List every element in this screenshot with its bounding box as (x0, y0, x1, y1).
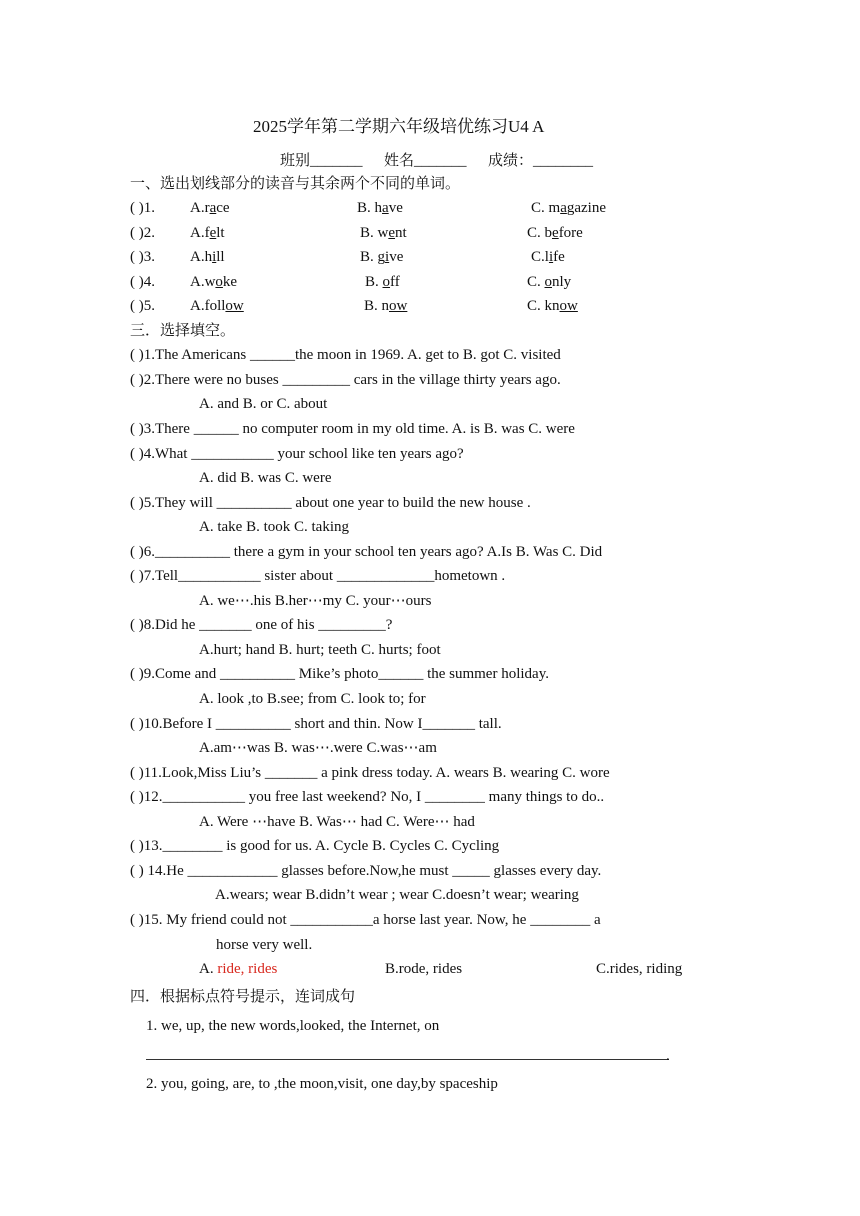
s3-line-continued: horse very well. (216, 937, 313, 953)
score-field: 成绩：________ (488, 153, 594, 169)
s1-q4-option-b: B. off (365, 274, 400, 290)
s3-line: ( )3.There ______ no computer room in my old time. A. is B. was C. were (130, 421, 575, 437)
s1-q5-option-c: C. know (527, 298, 578, 314)
s3-line: ( )15. My friend could not ___________a horse last year. Now, he ________ a (130, 912, 601, 928)
s1-q1-option-a: A.race (190, 200, 230, 216)
s1-q1-option-c: C. magazine (531, 200, 606, 216)
s3-options: A.hurt; hand B. hurt; teeth C. hurts; foot (199, 642, 441, 658)
answer-line-end: . (666, 1048, 670, 1064)
class-field: 班别_______ (280, 153, 363, 169)
s1-q3-option-a: A.hill (190, 249, 225, 265)
s1-q2-option-c: C. before (527, 225, 583, 241)
s3-line: ( )2.There were no buses _________ cars in the village thirty years ago. (130, 372, 561, 388)
s3-options: A. take B. took C. taking (199, 519, 349, 535)
s1-q5-number: ( )5. (130, 298, 155, 314)
s1-q5-option-a: A.follow (190, 298, 244, 314)
s3-line: ( )8.Did he _______ one of his _________? (130, 617, 393, 633)
s3-q15-option-c: C.rides, riding (596, 961, 683, 977)
s3-q15-option-a: A. ride, rides (199, 961, 278, 977)
section4-heading: 四．根据标点符号提示，连词成句 (130, 989, 356, 1005)
s4-q2: 2. you, going, are, to ,the moon,visit, one day,by spaceship (146, 1076, 498, 1092)
s3-line: ( )9.Come and __________ Mike’s photo______ the summer holiday. (130, 666, 549, 682)
s3-line: ( ) 14.He ____________ glasses before.Now,he must _____ glasses every day. (130, 863, 602, 879)
s3-options: A. and B. or C. about (199, 396, 328, 412)
s1-q4-option-a: A.woke (190, 274, 238, 290)
s3-line: ( )12.___________ you free last weekend? No, I ________ many things to do.. (130, 789, 605, 805)
answer-line (146, 1059, 669, 1060)
s3-options: A.am⋯was B. was⋯.were C.was⋯am (199, 740, 437, 756)
s3-line: ( )1.The Americans ______the moon in 1969. A. get to B. got C. visited (130, 347, 561, 363)
s3-options: A. look ,to B.see; from C. look to; for (199, 691, 426, 707)
section1-heading: 一、选出划线部分的读音与其余两个不同的单词。 (130, 176, 461, 192)
s4-q1: 1. we, up, the new words,looked, the Internet, on (146, 1018, 440, 1034)
s1-q2-option-b: B. went (360, 225, 407, 241)
s3-line: ( )7.Tell___________ sister about _____________hometown . (130, 568, 506, 584)
s3-line: ( )5.They will __________ about one year to build the new house . (130, 495, 531, 511)
s1-q2-option-a: A.felt (190, 225, 225, 241)
s1-q4-number: ( )4. (130, 274, 155, 290)
s3-options: A. Were ⋯have B. Was⋯ had C. Were⋯ had (199, 814, 475, 830)
s1-q3-option-b: B. give (360, 249, 404, 265)
page-title: 2025学年第二学期六年级培优练习U4 A (253, 117, 545, 136)
s1-q1-number: ( )1. (130, 200, 155, 216)
s3-line: ( )4.What ___________ your school like ten years ago? (130, 446, 464, 462)
s3-line: ( )10.Before I __________ short and thin. Now I_______ tall. (130, 716, 502, 732)
answer-text: ride, rides (217, 961, 278, 977)
s3-q15-option-b: B.rode, rides (385, 961, 463, 977)
s3-line: ( )11.Look,Miss Liu’s _______ a pink dress today. A. wears B. wearing C. wore (130, 765, 610, 781)
s1-q1-option-b: B. have (357, 200, 403, 216)
section3-heading: 三．选择填空。 (130, 323, 236, 339)
name-field: 姓名_______ (384, 153, 467, 169)
s3-options: A.wears; wear B.didn’t wear ; wear C.doesn’t wear; wearing (215, 887, 579, 903)
s1-q3-number: ( )3. (130, 249, 155, 265)
s3-options: A. did B. was C. were (199, 470, 332, 486)
s3-line: ( )13.________ is good for us. A. Cycle B. Cycles C. Cycling (130, 838, 500, 854)
s1-q4-option-c: C. only (527, 274, 572, 290)
s1-q5-option-b: B. now (364, 298, 408, 314)
s1-q2-number: ( )2. (130, 225, 155, 241)
s1-q3-option-c: C.life (531, 249, 565, 265)
s3-options: A. we⋯.his B.her⋯my C. your⋯ours (199, 593, 432, 609)
s3-line: ( )6.__________ there a gym in your school ten years ago? A.Is B. Was C. Did (130, 544, 603, 560)
